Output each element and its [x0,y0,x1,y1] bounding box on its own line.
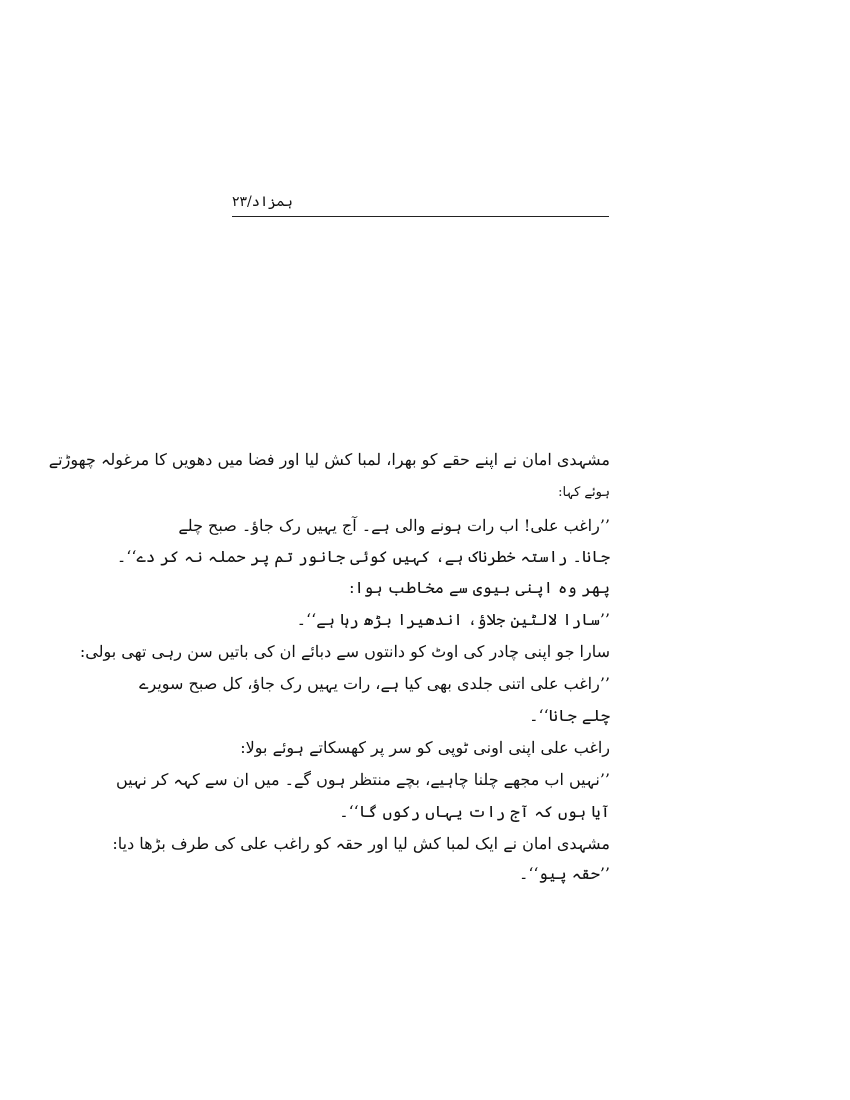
paragraph-line-3: پھر وہ اپنی بیوی سے مخاطب ہوا: [349,578,610,597]
dialogue-line-8: ’’حقہ پیو‘‘۔ [518,864,610,883]
dialogue-line-3: ’’سارا لالٹین جلاؤ، اندھیرا بڑھ رہا ہے‘‘۔ [296,610,610,629]
dialogue-line-2: جانا۔ راستہ خطرناک ہے، کہیں کوئی جانور تم پر حملہ نہ کر دے‘‘۔ [116,547,610,566]
dialogue-line-7: آیا ہوں کہ آج رات یہاں رکوں گا‘‘۔ [339,802,610,821]
dialogue-line-1: ’’راغب علی! اب رات ہونے والی ہے۔ آج یہیں رک جاؤ۔ صبح چلے [178,516,610,535]
running-header [232,190,609,220]
header-divider [232,216,609,217]
paragraph-line-6: مشہدی امان نے ایک لمبا کش لیا اور حقہ کو راغب علی کی طرف بڑھا دیا: [112,834,610,853]
dialogue-line-4: ’’راغب علی اتنی جلدی بھی کیا ہے، رات یہیں رک جاؤ، کل صبح سویرے [139,674,610,693]
dialogue-line-5: چلے جانا‘‘۔ [529,706,610,725]
paragraph-line-5: راغب علی اپنی اونی ٹوپی کو سر پر کھسکاتے ہوئے بولا: [240,738,610,757]
paragraph-line-4: سارا جو اپنی چادر کی اوٹ کو دانتوں سے دبائے ان کی باتیں سن رہی تھی بولی: [79,642,610,661]
page-header-title: ہمزاد/۲۳ [232,194,293,210]
paragraph-line-1: مشہدی امان نے اپنے حقے کو بھرا، لمبا کش لیا اور فضا میں دھویں کا مرغولہ چھوڑتے [48,450,610,469]
paragraph-line-2: ہوئے کہا: [558,485,610,500]
dialogue-line-6: ’’نہیں اب مجھے چلنا چاہیے، بچے منتظر ہوں گے۔ میں ان سے کہہ کر نہیں [115,770,610,789]
